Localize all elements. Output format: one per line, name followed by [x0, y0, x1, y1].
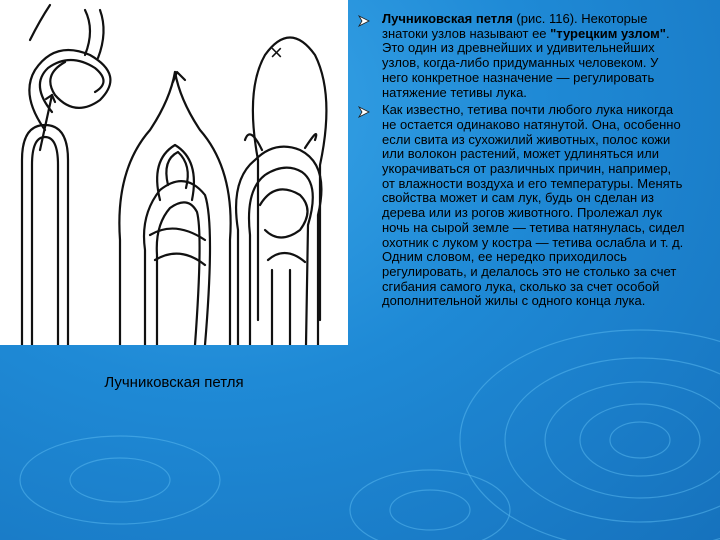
- mark-symbol: ×: [270, 40, 283, 65]
- bullet-1-term: "турецким узлом": [550, 25, 666, 41]
- bullet-text-1: [382, 12, 686, 100]
- bullet-1-title: Лучниковская петля: [382, 11, 513, 26]
- bullet-item-2: [356, 103, 686, 309]
- bullet-list: [356, 12, 686, 312]
- bullet-1-text-b: . Это один из древнейших и удивительнейших узлов, когда-либо придуманных человеком. У него конкретное назначение — регулировать натяжение тетивы лука.: [382, 25, 670, 100]
- bullet-text-2: Как известно, тетива почти любого лука никогда не остается одинаково натянутой. Она, особенно если свита из сухожилий животных, полос кожи или волокон растений, может удлиняться или укорачиваться от различных причин, например, от влажности воздуха и его температуры. Менять свойства может и сам лук, будь он сделан из дерева или из рогов животного. Пролежал лук ночь на сырой земле — тетива натянулась, сидел охотник с луком у костра — тетива ослабла и т. д. Одним словом, ее нередко приходилось регулировать, и делалось это не столько за счет сгибания самого лука, сколько за счет особой дополнительной жилы с одного конца лука.: [382, 102, 685, 309]
- arrowhead-bullet-icon: [358, 15, 370, 27]
- bullet-item-1: [356, 12, 686, 100]
- arrowhead-bullet-icon: [358, 106, 370, 118]
- archer-loop-knot-drawing: [0, 0, 348, 345]
- bullet-1-text-a: (рис. 116). Некоторые знатоки узлов называют ее: [382, 11, 648, 41]
- figure-caption: Лучниковская петля: [104, 374, 244, 391]
- knot-illustration: [0, 0, 348, 345]
